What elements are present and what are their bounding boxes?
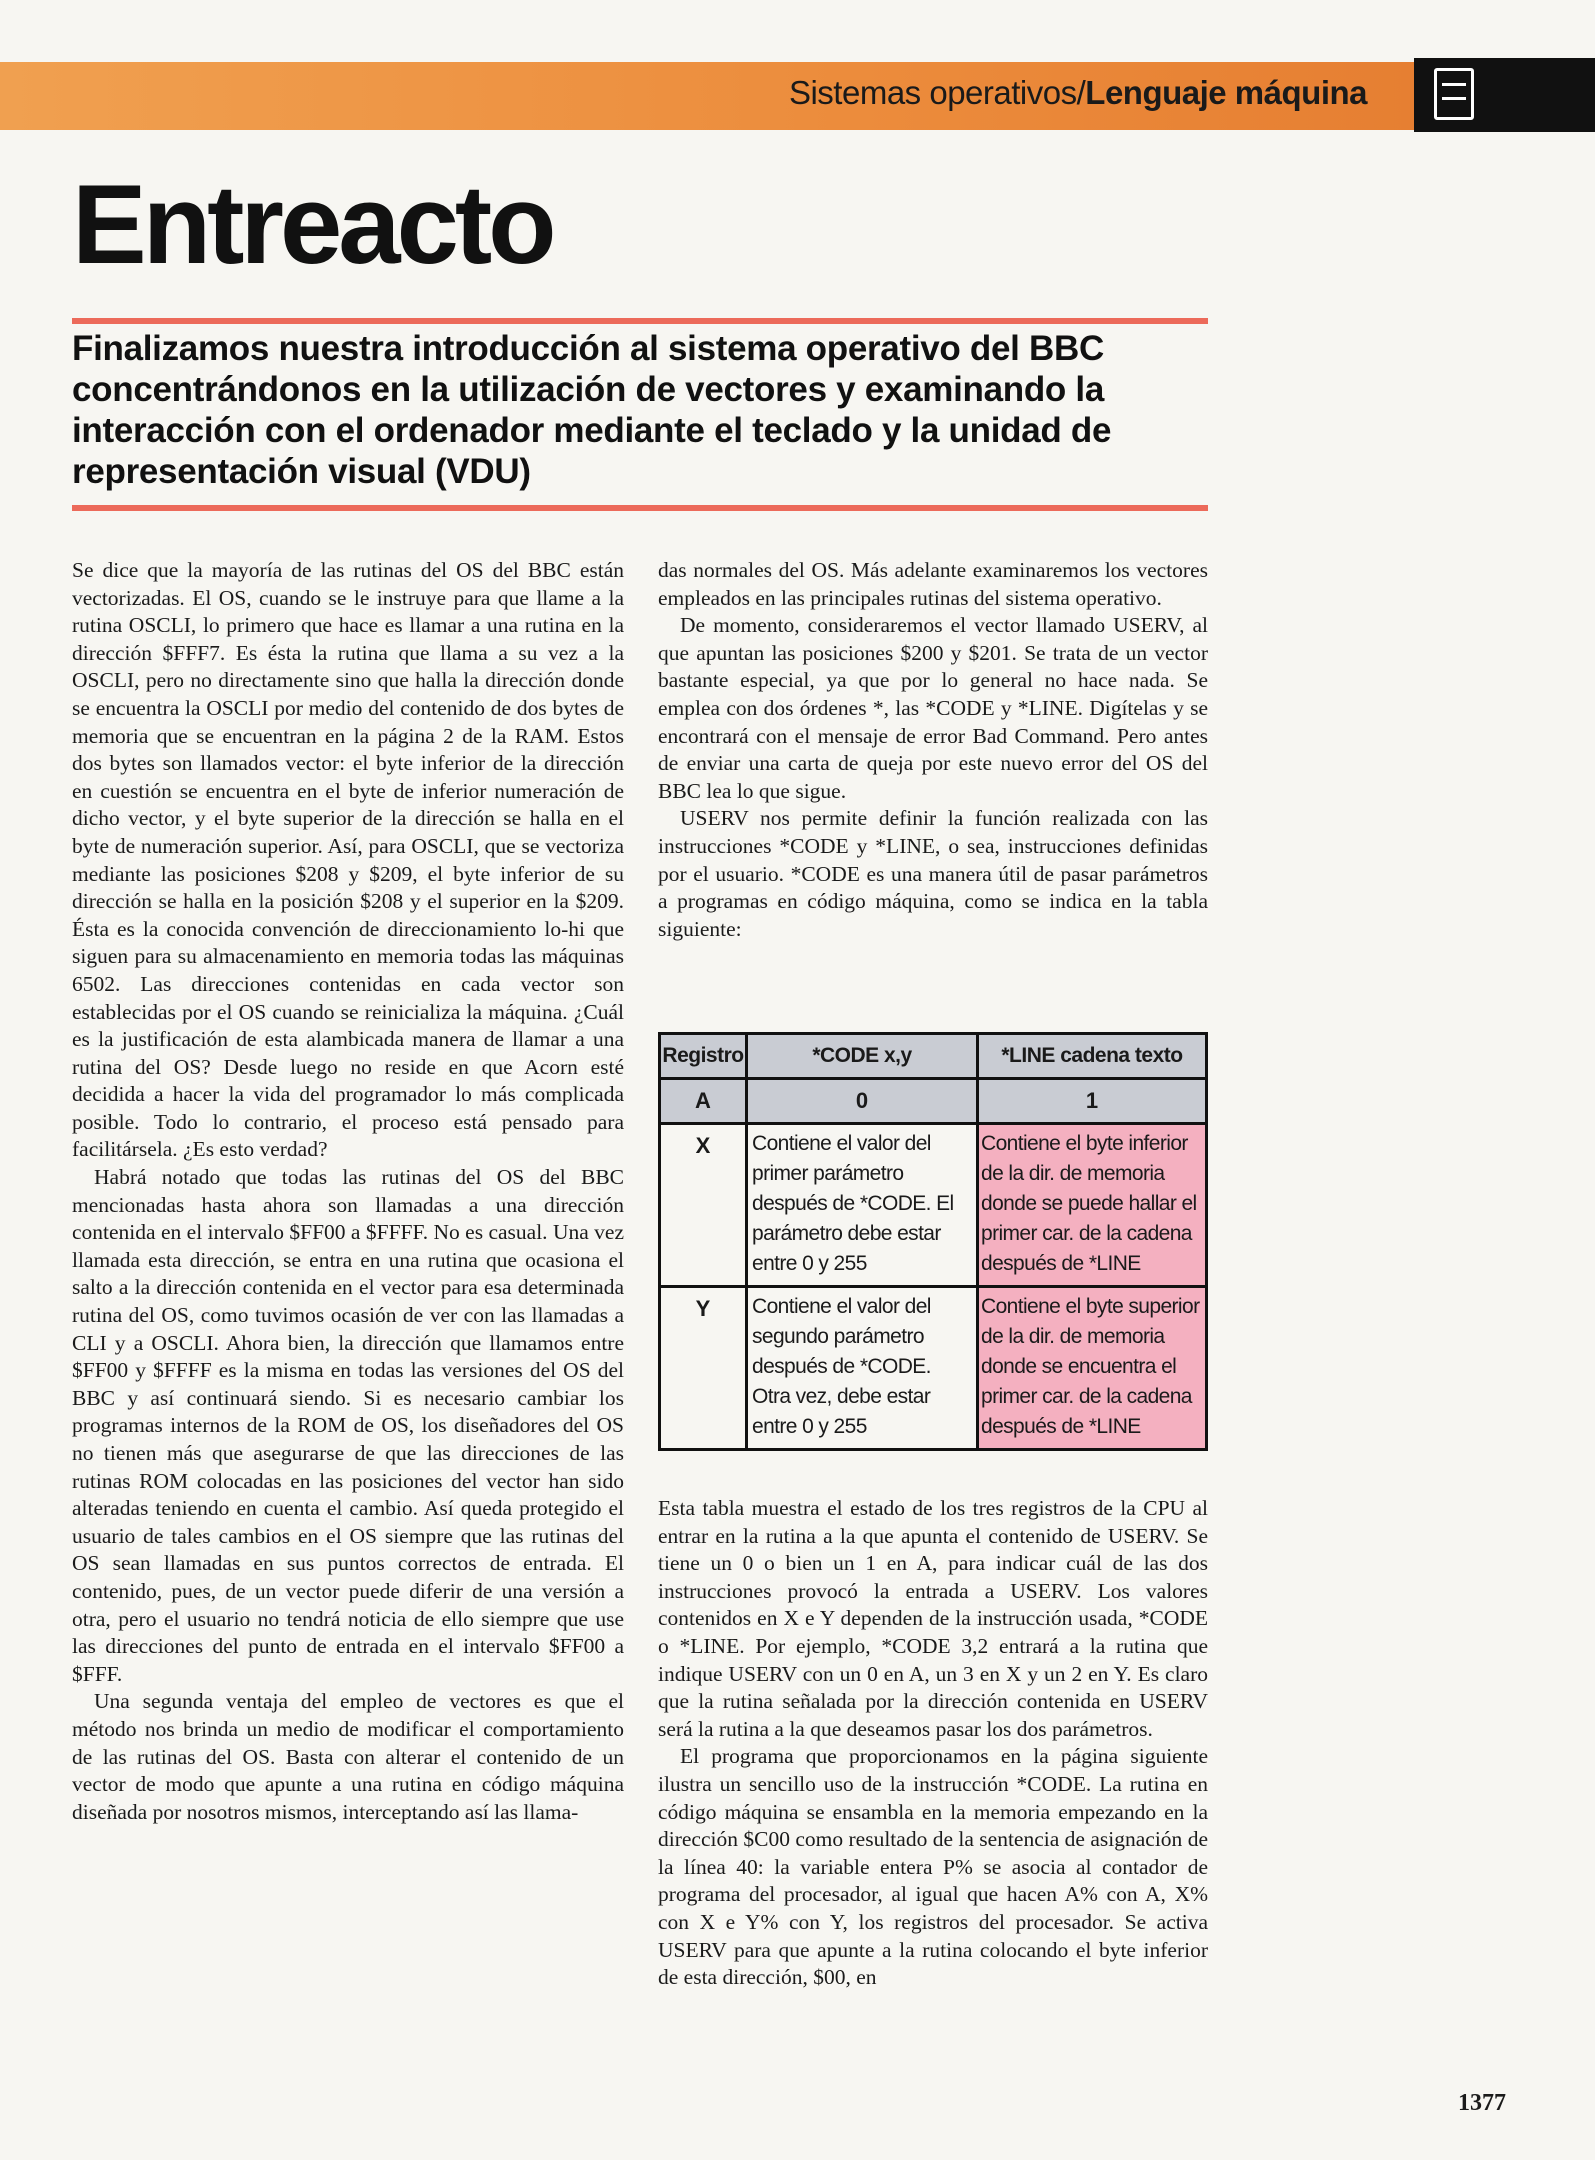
code-cell: Contiene el valor del segundo parámetro después de *CODE. Otra vez, debe estar entre 0 y 255 <box>747 1287 978 1450</box>
paragraph: Habrá notado que todas las rutinas del OS del BBC mencionadas hasta ahora son llamadas a una dirección contenida en el intervalo $FF00 a $FFFF. No es casual. Una vez llamada esta dirección, se entra en una rutina que ocasiona el salto a la dirección contenida en el vector para esa determinada rutina del OS, como tuvimos ocasión de ver con las llamadas a CLI y a OSCLI. Ahora bien, la dirección que llamamos entre $FF00 y $FFFF es la misma en todas las versiones del OS del BBC y así continuará siendo. Si es necesario cambiar los programas internos de la ROM de OS, los diseñadores del OS no tienen más que asegurarse de que las direcciones de las rutinas ROM colocadas en las posiciones del vector han sido alteradas teniendo en cuenta el cambio. Así queda protegido el usuario de tales cambios en el OS siempre que las rutinas del OS sean llamadas en sus puntos correctos de entrada. El contenido, pues, de un vector puede diferir de una versión a otra, pero el usuario no tendrá noticia de ello siempre que use las direcciones del punto de entrada en el intervalo $FF00 a $FFF. <box>72 1165 624 1686</box>
page-title: Entreacto <box>72 162 553 287</box>
table-header: Registro <box>660 1034 747 1079</box>
table-row <box>660 1287 1207 1450</box>
paragraph: Una segunda ventaja del empleo de vectores es que el método nos brinda un medio de modificar el comportamiento de las rutinas del OS. Basta con alterar el contenido de un vector de modo que apunte a una rutina en código máquina diseñada por nosotros mismos, interceptando así las llama- <box>72 1689 624 1824</box>
register-cell: X <box>660 1124 747 1287</box>
line-cell: 1 <box>978 1079 1207 1124</box>
table-header: *CODE x,y <box>747 1034 978 1079</box>
table-row <box>660 1079 1207 1124</box>
subtitle: Finalizamos nuestra introducción al sistema operativo del BBC concentrándonos en la utilización de vectores y examinando la interacción con el ordenador mediante el teclado y la unidad de representación visual (VDU) <box>72 329 1112 491</box>
paragraph: USERV nos permite definir la función realizada con las instrucciones *CODE y *LINE, o sea, instrucciones definidas por el usuario. *CODE es una manera útil de pasar parámetros a programas en código máquina, como se indica en la tabla siguiente: <box>658 806 1208 941</box>
paragraph: das normales del OS. Más adelante examinaremos los vectores empleados en las principales rutinas del sistema operativo. <box>658 558 1208 610</box>
table-header-row <box>660 1034 1207 1079</box>
code-cell: Contiene el valor del primer parámetro después de *CODE. El parámetro debe estar entre 0 y 255 <box>747 1124 978 1287</box>
paragraph: Esta tabla muestra el estado de los tres registros de la CPU al entrar en la rutina a la que apunta el contenido de USERV. Se tiene un 0 o bien un 1 en A, para indicar cuál de las dos instrucciones provocó la entrada a USERV. Los valores contenidos en X e Y dependen de la instrucción usada, *CODE o *LINE. Por ejemplo, *CODE 3,2 entrará a la rutina que indique USERV con un 0 en A, un 3 en X y un 2 en Y. Es claro que la rutina señalada por la dirección contenida en USERV será la rutina a la que deseamos pasar los dos parámetros. <box>658 1496 1208 1741</box>
computer-icon <box>1434 68 1474 120</box>
table-header: *LINE cadena texto <box>978 1034 1207 1079</box>
register-cell: A <box>660 1079 747 1124</box>
right-column-top <box>658 557 1208 943</box>
line-cell: Contiene el byte inferior de la dir. de memoria donde se puede hallar el primer car. de la cadena después de *LINE <box>978 1124 1207 1287</box>
section-icon-box <box>1414 58 1595 132</box>
section-title: Sistemas operativos/Lenguaje máquina <box>788 74 1367 111</box>
right-column-bottom <box>658 1495 1208 1992</box>
paragraph: De momento, consideraremos el vector llamado USERV, al que apuntan las posiciones $200 y $201. Se trata de un vector bastante especial, ya que por lo general no hace nada. Se emplea con dos órdenes *, las *CODE y *LINE. Digítelas y se encontrará con el mensaje de error Bad Command. Pero antes de enviar una carta de queja por este nuevo error del OS del BBC lea lo que sigue. <box>658 613 1208 803</box>
register-cell: Y <box>660 1287 747 1450</box>
register-table <box>658 1032 1208 1451</box>
subtitle-rule-top <box>72 318 1208 324</box>
code-cell: 0 <box>747 1079 978 1124</box>
table-row <box>660 1124 1207 1287</box>
left-column <box>72 557 624 1826</box>
paragraph: El programa que proporcionamos en la página siguiente ilustra un sencillo uso de la instrucción *CODE. La rutina en código máquina se ensambla en la memoria empezando en la dirección $C00 como resultado de la sentencia de asignación de la línea 40: la variable entera P% se asocia al contador de programa del procesador, al igual que hacen A% con A, X% con X e Y% con Y, los registros del procesador. Se activa USERV para que apunte a la rutina colocando el byte inferior de esta dirección, $00, en <box>658 1744 1208 1990</box>
paragraph: Se dice que la mayoría de las rutinas del OS del BBC están vectorizadas. El OS, cuando se le instruye para que llame a la rutina OSCLI, lo primero que hace es llamar a una rutina en la dirección $FFF7. Es ésta la rutina que llama a su vez a la OSCLI, pero no directamente sino que halla la dirección donde se encuentra la OSCLI por medio del contenido de dos bytes de memoria que se encuentran en la página 2 de la RAM. Estos dos bytes son llamados vector: el byte inferior de la dirección en cuestión se encuentra en el byte de inferior numeración de dicho vector, y el byte superior de la dirección se halla en el byte de numeración superior. Así, para OSCLI, que se vectoriza mediante las posiciones $208 y $209, el byte inferior de su dirección se halla en la posición $208 y el superior en la $209. Ésta es la conocida convención de direccionamiento lo-hi que siguen para su almacenamiento en memoria todas las máquinas 6502. Las direcciones contenidas en cada vector son establecidas por el OS cuando se reinicializa la máquina. ¿Cuál es la justificación de esta alambicada manera de llamar a una rutina del OS? Desde luego no reside en que Acorn esté decidida a hacer la vida del programador lo más complicada posible. Todo lo contrario, el proceso está pensado para facilitársela. ¿Es esto verdad? <box>72 558 624 1162</box>
page-number: 1377 <box>1458 2090 1506 2116</box>
line-cell: Contiene el byte superior de la dir. de memoria donde se encuentra el primer car. de la cadena después de *LINE <box>978 1287 1207 1450</box>
subtitle-rule-bottom <box>72 505 1208 511</box>
